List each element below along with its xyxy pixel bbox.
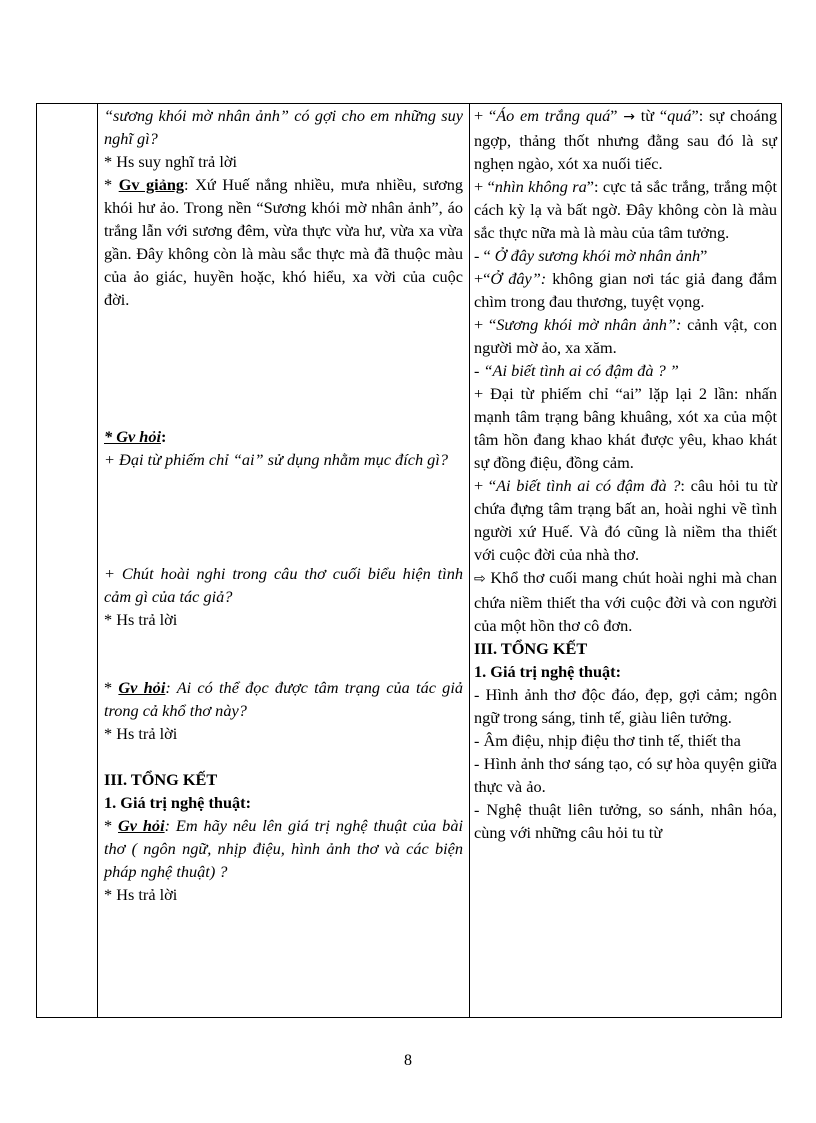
conclusion-arrow-icon: ⇨ <box>474 571 486 587</box>
content-item: - Hình ảnh thơ độc đáo, đẹp, gợi cảm; ngôn ngữ trong sáng, tinh tế, giàu liên tưởng. <box>474 685 777 727</box>
activity-block-2: * Gv hỏi: + Đại từ phiếm chỉ “ai” sử dụng nhằm mục đích gì? <box>104 425 463 471</box>
question-text: “sương khói mờ nhân ảnh” có gợi cho em những suy nghĩ gì? <box>104 106 463 148</box>
teacher-label: Gv hỏi <box>118 816 165 835</box>
subsection-heading: 1. Giá trị nghệ thuật: <box>104 793 251 812</box>
page-number: 8 <box>404 1052 412 1069</box>
teacher-explanation: * Gv giảng: Xứ Huế nắng nhiều, mưa nhiều, sương khói hư ảo. Trong nền “Sương khói mờ nhân ảnh”, áo trắng lẫn với sương đêm, vừa thực vừa hư, vừa xa vừa gần. Đây không còn là màu sắc thực mà đã thuộc màu của ảo giác, huyền hoặc, khó hiểu, xa vời của cuộc đời. <box>104 175 463 309</box>
activity-block-5: III. TỔNG KẾT 1. Giá trị nghệ thuật: * Gv hỏi: Em hãy nêu lên giá trị nghệ thuật của bài thơ ( ngôn ngữ, nhịp điệu, hình ảnh thơ và các biện pháp nghệ thuật) ? * Hs trả lời <box>104 770 463 904</box>
content-block-1 <box>474 104 777 844</box>
teacher-label: Gv hỏi <box>118 678 166 697</box>
content-item: + “Ai biết tình ai có đậm đà ?: câu hỏi tu từ chứa đựng tâm trạng bất an, hoài nghi về tình người xứ Huế. Và đó cũng là niềm tha thiết với cuộc đời của nhà thơ. <box>474 476 778 564</box>
content-item: + “Áo em trắng quá” → từ “quá”: sự choáng ngợp, thảng thốt nhưng đằng sau đó là sự nghẹn ngào, xót xa nuối tiếc. <box>474 106 778 173</box>
content-item: ⇨ Khổ thơ cuối mang chút hoài nghi mà chan chứa niềm thiết tha với cuộc đời và con người của một hồn thơ cô đơn. <box>474 568 777 635</box>
content-column <box>470 104 782 1017</box>
subsection-heading: 1. Giá trị nghệ thuật: <box>474 662 621 681</box>
section-heading: III. TỔNG KẾT <box>104 770 218 789</box>
student-answer: * Hs trả lời <box>104 885 178 904</box>
content-item: +“Ở đây”: không gian nơi tác giả đang đắm chìm trong đau thương, tuyệt vọng. <box>474 269 778 311</box>
activity-block-3 <box>104 562 463 631</box>
student-answer: * Hs trả lời <box>104 724 178 743</box>
student-answer: * Hs trả lời <box>104 610 178 629</box>
content-item: + “Sương khói mờ nhân ảnh”: cảnh vật, con người mờ ảo, xa xăm. <box>474 315 777 357</box>
teacher-label: * Gv hỏi <box>104 427 161 446</box>
section-heading: III. TỔNG KẾT <box>474 639 588 658</box>
content-item: - “Ai biết tình ai có đậm đà ? ” <box>474 361 679 380</box>
lesson-table <box>36 103 782 1018</box>
teacher-label: Gv giảng <box>118 175 185 194</box>
student-answer: * Hs suy nghĩ trả lời <box>104 152 237 171</box>
content-item: - Âm điệu, nhịp điệu thơ tinh tế, thiết tha <box>474 731 741 750</box>
right-arrow-icon: → <box>623 109 635 125</box>
question-text: : Ai có thể đọc được tâm trạng của tác giả trong cả khổ thơ này? <box>104 678 463 720</box>
content-item: - Hình ảnh thơ sáng tạo, có sự hòa quyện giữa thực và ảo. <box>474 754 777 796</box>
question-text: + Đại từ phiếm chỉ “ai” sử dụng nhằm mục đích gì? <box>104 450 448 469</box>
explanation-text: : Xứ Huế nắng nhiều, mưa nhiều, sương khói hư ảo. Trong nền “Sương khói mờ nhân ảnh”, áo trắng lẫn với sương đêm, vừa thực vừa hư, vừa xa vừa gần. Đây không còn là màu sắc thực mà đã thuộc màu của ảo giác, huyền hoặc, khó hiểu, xa vời của cuộc đời. <box>104 175 463 309</box>
question-text: : Em hãy nêu lên giá trị nghệ thuật của bài thơ ( ngôn ngữ, nhịp điệu, hình ảnh thơ và các biện pháp nghệ thuật) ? <box>104 816 463 881</box>
activity-block-1 <box>104 104 463 311</box>
activity-block-4: * Gv hỏi: Ai có thể đọc được tâm trạng của tác giả trong cả khổ thơ này? * Hs trả lời <box>104 678 463 743</box>
activities-column <box>98 104 469 1017</box>
content-item: + “nhìn không ra”: cực tả sắc trắng, trắng một cách kỳ lạ và bất ngờ. Đây không còn là màu sắc thực nữa mà là màu của tâm tưởng. <box>474 177 777 242</box>
content-item: - Nghệ thuật liên tưởng, so sánh, nhân hóa, cùng với những câu hỏi tu từ <box>474 800 777 842</box>
question-text: + Chút hoài nghi trong câu thơ cuối biểu hiện tình cảm gì của tác giả? <box>104 564 463 606</box>
content-item: + Đại từ phiếm chỉ “ai” lặp lại 2 lần: nhấn mạnh tâm trạng bâng khuâng, xót xa của một tâm hồn đang khao khát được yêu, khao khát sự đồng điệu, đồng cảm. <box>474 384 777 472</box>
content-item: - “ Ở đây sương khói mờ nhân ảnh” <box>474 246 708 265</box>
